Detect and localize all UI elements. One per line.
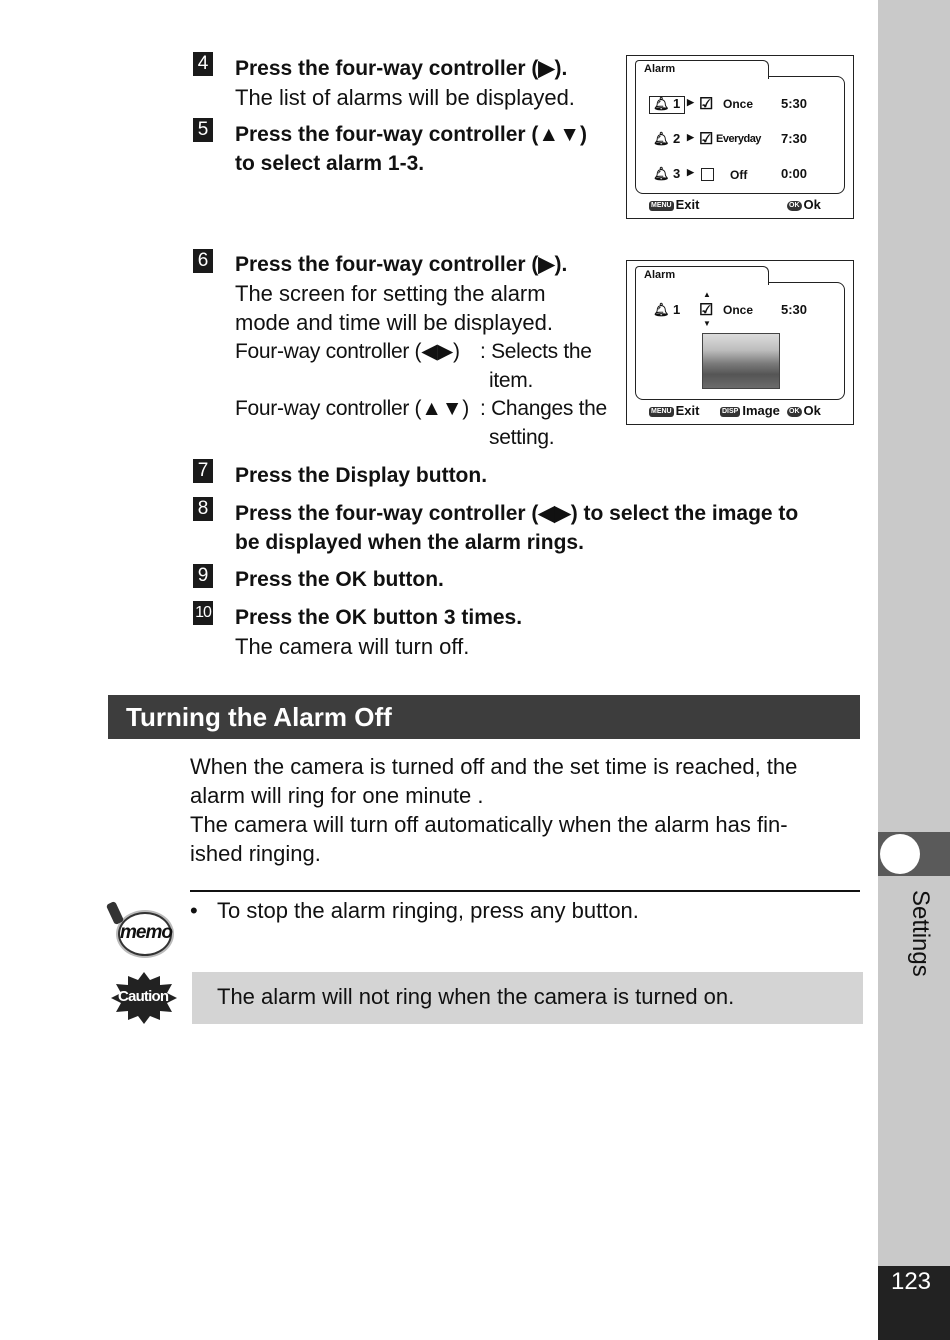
step-number-6: 6 [193, 249, 213, 273]
step-number-5: 5 [193, 118, 213, 142]
alarm-row-3-number: 3 [673, 166, 681, 181]
arrow-down-icon: ▼ [703, 319, 711, 328]
checkbox-checked-icon: ☑ [699, 302, 714, 319]
alarm-row-2-number: 2 [673, 131, 681, 146]
ok-hint [787, 197, 821, 212]
step-5-instruction-line2: to select alarm 1-3. [235, 152, 425, 175]
exit-hint [649, 197, 699, 212]
exit-label: Exit [675, 197, 700, 212]
step-7-instruction: Press the Display button. [235, 464, 488, 487]
step-number-9: 9 [193, 564, 213, 588]
alarm-row-3-mode: Off [730, 168, 748, 182]
alarm-setting-screen [626, 260, 854, 425]
page-number: 123 [890, 1268, 932, 1295]
ok-button-icon: OK [789, 407, 800, 415]
alarm-row-1-number: 1 [673, 96, 681, 111]
memo-icon [108, 902, 176, 960]
step-6-result-line1: The screen for setting the alarm [235, 281, 546, 306]
section-title: Turning the Alarm Off [126, 702, 392, 732]
image-label: Image [742, 403, 780, 418]
alarm-list-tab: Alarm [635, 60, 769, 79]
step-number-7: 7 [193, 459, 213, 483]
alarm-row-1-mode: Once [723, 97, 754, 111]
memo-text: To stop the alarm ringing, press any button. [217, 898, 639, 923]
checkbox-checked-icon: ☑ [699, 96, 714, 113]
alarm-row-2-time: 7:30 [781, 131, 808, 146]
alarm-mode: Once [723, 303, 754, 317]
checkbox-empty-icon [701, 168, 714, 181]
memo-icon-text: memo [120, 922, 172, 943]
step-8-instruction-line1: Press the four-way controller (◀▶) to select the image to [235, 502, 799, 525]
arrow-right-icon: ▶ [687, 132, 694, 142]
disp-button-icon: DISP [722, 407, 739, 415]
control-2-label: Four-way controller (▲▼) [235, 397, 469, 420]
section-paragraph-line4: ished ringing. [190, 841, 321, 866]
exit-label: Exit [675, 403, 700, 418]
chapter-sidebar [878, 0, 950, 1340]
alarm-setting-tab: Alarm [635, 266, 769, 285]
bell-icon: 🔔︎ [653, 302, 670, 317]
control-1-label: Four-way controller (◀▶) [235, 340, 460, 363]
caution-text: The alarm will not ring when the camera is turned on. [217, 984, 735, 1009]
chapter-tab-circle-icon [880, 834, 920, 874]
bell-icon: 🔔︎ [653, 131, 670, 146]
memo-bullet: • [190, 898, 198, 923]
step-6-result-line2: mode and time will be displayed. [235, 310, 553, 335]
alarm-row-3-time: 0:00 [781, 166, 808, 181]
control-2-desc-line1: : Changes the [480, 397, 607, 420]
memo-divider [190, 890, 860, 892]
control-2-desc-line2: setting. [489, 426, 555, 449]
ok-label: Ok [803, 197, 821, 212]
section-paragraph-line2: alarm will ring for one minute . [190, 783, 484, 808]
chapter-label [878, 890, 938, 1000]
section-paragraph-line1: When the camera is turned off and the set time is reached, the [190, 754, 798, 779]
menu-button-icon: MENU [651, 407, 672, 415]
step-8-instruction-line2: be displayed when the alarm rings. [235, 531, 584, 554]
alarm-time: 5:30 [781, 302, 808, 317]
exit-hint [649, 403, 699, 418]
step-number-10: 10 [193, 601, 213, 625]
control-1-desc-line1: : Selects the [480, 340, 592, 363]
section-paragraph-line3: The camera will turn off automatically when the alarm has fin- [190, 812, 788, 837]
control-1-desc-line2: item. [489, 369, 534, 392]
step-number-8: 8 [193, 497, 213, 521]
alarm-image-thumbnail [702, 333, 780, 389]
alarm-row-2-mode: Everyday [716, 133, 761, 145]
arrow-right-icon: ▶ [687, 97, 694, 107]
ok-hint [787, 403, 821, 418]
arrow-up-icon: ▲ [703, 290, 711, 299]
step-number-4: 4 [193, 52, 213, 76]
step-10-instruction: Press the OK button 3 times. [235, 606, 523, 629]
caution-icon-text: Caution [118, 988, 169, 1005]
ok-label: Ok [803, 403, 821, 418]
checkbox-checked-icon: ☑ [699, 131, 714, 148]
ok-button-icon: OK [789, 201, 800, 209]
caution-icon [110, 972, 178, 1024]
step-6-instruction: Press the four-way controller (▶). [235, 253, 568, 276]
menu-button-icon: MENU [651, 201, 672, 209]
bell-icon: 🔔︎ [653, 166, 670, 181]
alarm-number: 1 [673, 302, 681, 317]
alarm-list-screen [626, 55, 854, 219]
bell-icon: 🔔︎ [653, 96, 670, 111]
image-hint [720, 403, 780, 418]
arrow-right-icon: ▶ [687, 167, 694, 177]
step-4-instruction: Press the four-way controller (▶). [235, 57, 568, 80]
alarm-row-1-time: 5:30 [781, 96, 808, 111]
step-9-instruction: Press the OK button. [235, 568, 444, 591]
chapter-label-text: Settings [907, 890, 934, 977]
step-10-result: The camera will turn off. [235, 634, 470, 659]
step-5-instruction-line1: Press the four-way controller (▲▼) [235, 123, 587, 146]
step-4-result: The list of alarms will be displayed. [235, 85, 575, 110]
